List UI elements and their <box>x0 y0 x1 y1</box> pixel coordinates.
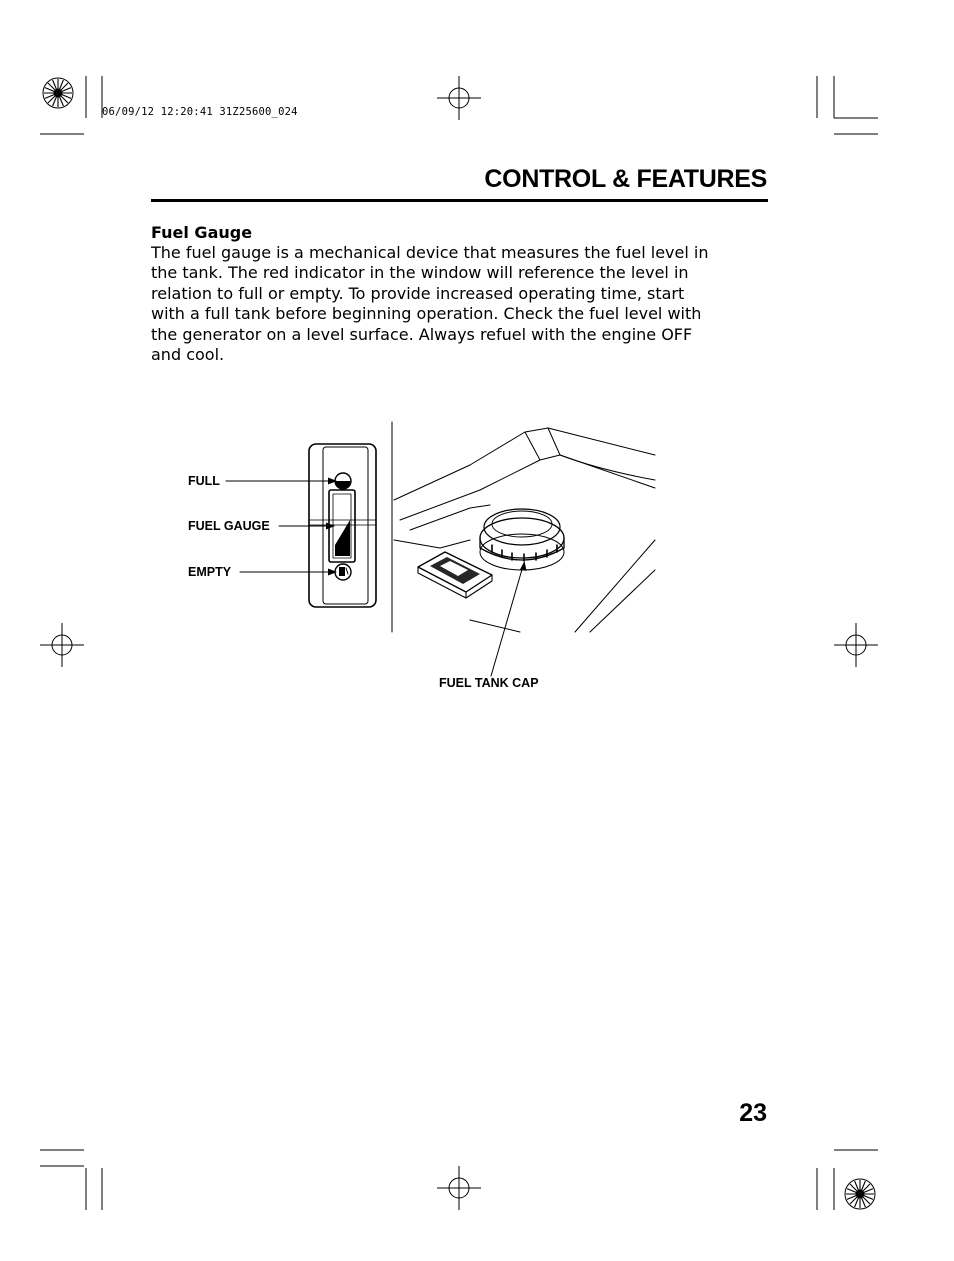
leader-lines <box>226 481 523 676</box>
callout-empty: EMPTY <box>188 565 232 579</box>
fuel-gauge-heading: Fuel Gauge <box>151 223 253 242</box>
body-line: relation to full or empty. To provide increased operating time, start <box>151 283 685 303</box>
callout-fuel-gauge: FUEL GAUGE <box>188 519 270 533</box>
generator-scene <box>394 428 655 632</box>
body-line: The fuel gauge is a mechanical device that measures the fuel level in <box>151 243 709 262</box>
page-number: 23 <box>739 1099 767 1127</box>
body-line: the generator on a level surface. Always refuel with the engine OFF <box>151 324 693 344</box>
section-title: CONTROL & FEATURES <box>484 165 767 193</box>
callout-full: FULL <box>188 474 220 488</box>
body-line: and cool. <box>151 345 225 365</box>
callout-fuel-tank-cap: FUEL TANK CAP <box>439 676 539 690</box>
body-line: with a full tank before beginning operation. Check the fuel level with <box>151 304 702 324</box>
body-line: the tank. The red indicator in the window will reference the level in <box>151 263 689 283</box>
print-slug: 06/09/12 12:20:41 31Z25600_024 <box>102 106 298 118</box>
